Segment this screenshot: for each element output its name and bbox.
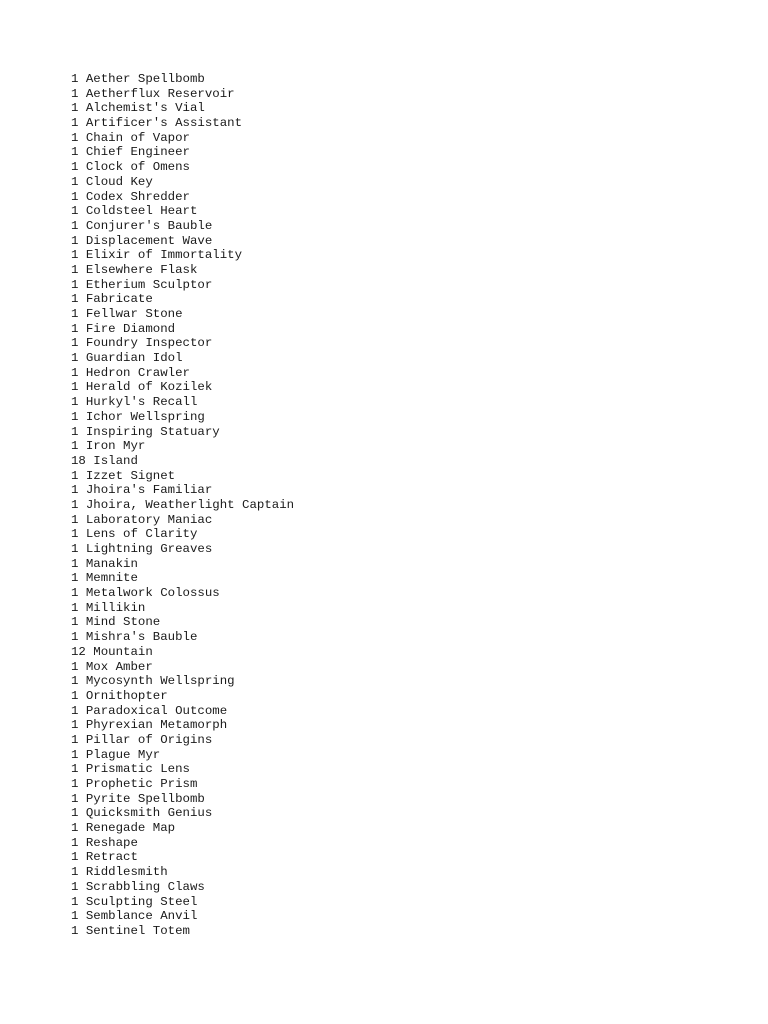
card-line: 1 Hurkyl's Recall [71, 395, 198, 410]
card-line: 1 Laboratory Maniac [71, 512, 213, 527]
card-line: 1 Retract [71, 850, 138, 865]
card-line: 1 Fire Diamond [71, 321, 176, 336]
card-line: 1 Sculpting Steel [71, 894, 198, 909]
card-line: 1 Displacement Wave [71, 233, 213, 248]
card-line: 1 Alchemist's Vial [71, 101, 205, 116]
card-line: 1 Aether Spellbomb [71, 72, 205, 86]
card-line: 1 Scrabbling Claws [71, 879, 205, 894]
card-line: 1 Paradoxical Outcome [71, 703, 228, 718]
card-line: 1 Sentinel Totem [71, 923, 190, 938]
card-line: 1 Riddlesmith [71, 865, 168, 880]
card-line: 1 Chain of Vapor [71, 130, 190, 145]
card-line: 1 Prismatic Lens [71, 762, 190, 777]
card-line: 1 Pyrite Spellbomb [71, 791, 205, 806]
card-line: 1 Ornithopter [71, 688, 168, 703]
card-line: 1 Fabricate [71, 292, 153, 307]
card-line: 1 Plague Myr [71, 747, 161, 762]
card-line: 1 Quicksmith Genius [71, 806, 213, 821]
card-line: 1 Elsewhere Flask [71, 262, 198, 277]
card-line: 1 Prophetic Prism [71, 777, 198, 791]
card-line: 1 Jhoira, Weatherlight Captain [71, 497, 295, 512]
card-line: 1 Jhoira's Familiar [71, 483, 213, 498]
card-line: 1 Herald of Kozilek [71, 380, 213, 395]
card-line: 1 Artificer's Assistant [71, 116, 243, 131]
card-line: 1 Conjurer's Bauble [71, 218, 213, 233]
card-line: 1 Clock of Omens [71, 160, 190, 175]
card-line: 1 Memnite [71, 571, 138, 586]
card-line: 1 Reshape [71, 835, 138, 850]
card-line: 1 Manakin [71, 556, 138, 571]
card-line: 1 Semblance Anvil [71, 909, 198, 924]
card-line: 18 Island [71, 453, 138, 468]
card-line: 1 Pillar of Origins [71, 732, 213, 747]
card-line: 1 Guardian Idol [71, 351, 183, 366]
card-line: 1 Mox Amber [71, 659, 153, 674]
card-line: 12 Mountain [71, 644, 153, 659]
card-line: 1 Phyrexian Metamorph [71, 718, 228, 733]
card-line: 1 Hedron Crawler [71, 365, 190, 380]
card-line: 1 Codex Shredder [71, 189, 190, 204]
card-line: 1 Chief Engineer [71, 145, 190, 160]
card-line: 1 Cloud Key [71, 174, 153, 189]
card-line: 1 Ichor Wellspring [71, 409, 205, 424]
card-line: 1 Inspiring Statuary [71, 424, 220, 439]
card-line: 1 Mind Stone [71, 615, 161, 630]
card-line: 1 Millikin [71, 600, 146, 615]
card-line: 1 Iron Myr [71, 439, 146, 454]
card-line: 1 Elixir of Immortality [71, 248, 243, 263]
card-line: 1 Renegade Map [71, 821, 176, 836]
card-line: 1 Aetherflux Reservoir [71, 86, 235, 101]
card-line: 1 Mishra's Bauble [71, 630, 198, 645]
card-line: 1 Mycosynth Wellspring [71, 674, 235, 689]
card-line: 1 Foundry Inspector [71, 336, 213, 351]
card-line: 1 Izzet Signet [71, 468, 176, 483]
card-line: 1 Lens of Clarity [71, 527, 198, 542]
card-line: 1 Lightning Greaves [71, 542, 213, 556]
card-line: 1 Etherium Sculptor [71, 277, 213, 292]
card-line: 1 Coldsteel Heart [71, 204, 198, 219]
card-line: 1 Fellwar Stone [71, 307, 183, 321]
card-line: 1 Metalwork Colossus [71, 586, 220, 601]
decklist-page [71, 72, 751, 939]
